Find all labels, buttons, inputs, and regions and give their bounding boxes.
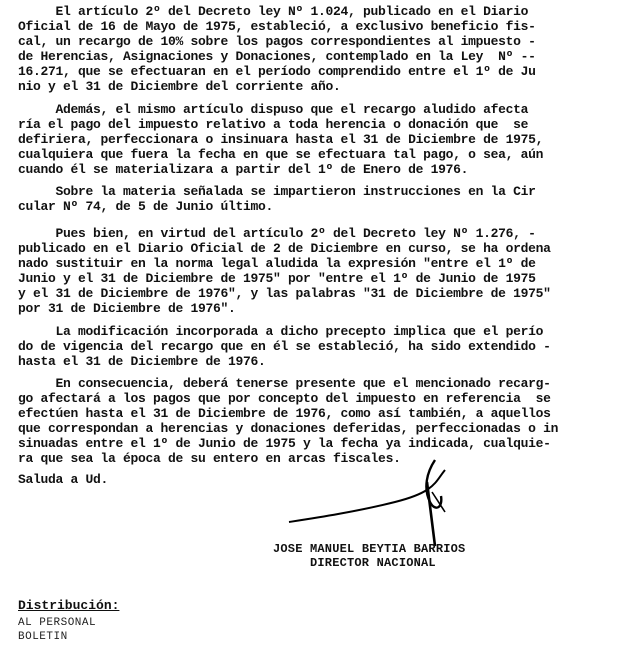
text-line: publicado en el Diario Oficial de 2 de Diciembre en curso, se ha ordena [18,241,551,256]
paragraph-2 [18,102,618,177]
text-line: hasta el 31 de Diciembre de 1976. [18,354,266,369]
text-line: do de vigencia del recargo que en él se estableció, ha sido extendido - [18,339,551,354]
paragraph-3 [18,184,618,214]
signatory-title: DIRECTOR NACIONAL [310,556,436,570]
text-line: y el 31 de Diciembre de 1976", y las palabras "31 de Diciembre de 1975" [18,286,551,301]
text-line: El artículo 2º del Decreto ley Nº 1.024, publicado en el Diario [18,4,529,19]
paragraph-4 [18,226,618,316]
text-line: defiriera, perfeccionara o insinuara hasta el 31 de Diciembre de 1975, [18,132,544,147]
text-line: sinuadas entre el 1º de Junio de 1975 y la fecha ya indicada, cualquie- [18,436,551,451]
text-line: Junio y el 31 de Diciembre de 1975" por "entre el 1º de Junio de 1975 [18,271,536,286]
text-line: efectúen hasta el 31 de Diciembre de 1976, como así también, a aquellos [18,406,551,421]
text-line: cualquiera que fuera la fecha en que se efectuara tal pago, o sea, aún [18,147,544,162]
text-line: que correspondan a herencias y donaciones deferidas, perfeccionadas o in [18,421,559,436]
closing-line: Saluda a Ud. [18,472,109,487]
text-line: Sobre la materia señalada se impartieron instrucciones en la Cir [18,184,536,199]
text-line: nio y el 31 de Diciembre del corriente año. [18,79,341,94]
text-line: por 31 de Diciembre de 1976". [18,301,236,316]
text-line: cal, un recargo de 10% sobre los pagos correspondientes al impuesto - [18,34,536,49]
text-line: cular Nº 74, de 5 de Junio último. [18,199,274,214]
paragraph-5 [18,324,618,369]
text-line: ra que sea la época de su entero en arcas fiscales. [18,451,401,466]
text-line: go afectará a los pagos que por concepto del impuesto en referencia se [18,391,551,406]
text-line: Pues bien, en virtud del artículo 2º del Decreto ley Nº 1.276, - [18,226,536,241]
text-line: de Herencias, Asignaciones y Donaciones, contemplado en la Ley Nº -- [18,49,536,64]
text-line: ría el pago del impuesto relativo a toda herencia o donación que se [18,117,529,132]
distribution-item: BOLETIN [18,631,68,643]
text-line: cuando él se materializara a partir del 1º de Enero de 1976. [18,162,469,177]
paragraph-1 [18,4,618,94]
handwritten-signature [285,452,485,548]
distribution-item: AL PERSONAL [18,617,97,629]
text-line: Además, el mismo artículo dispuso que el recargo aludido afecta [18,102,529,117]
text-line: nado sustituir en la norma legal aludida la expresión "entre el 1º de [18,256,536,271]
distribution-heading: Distribución: [18,598,120,613]
signatory-name: JOSE MANUEL BEYTIA BARRIOS [273,542,466,556]
text-line: En consecuencia, deberá tenerse presente que el mencionado recarg- [18,376,551,391]
text-line: Oficial de 16 de Mayo de 1975, estableció, a exclusivo beneficio fis- [18,19,536,34]
text-line: La modificación incorporada a dicho precepto implica que el perío [18,324,544,339]
text-line: 16.271, que se efectuaran en el período comprendido entre el 1º de Ju [18,64,536,79]
